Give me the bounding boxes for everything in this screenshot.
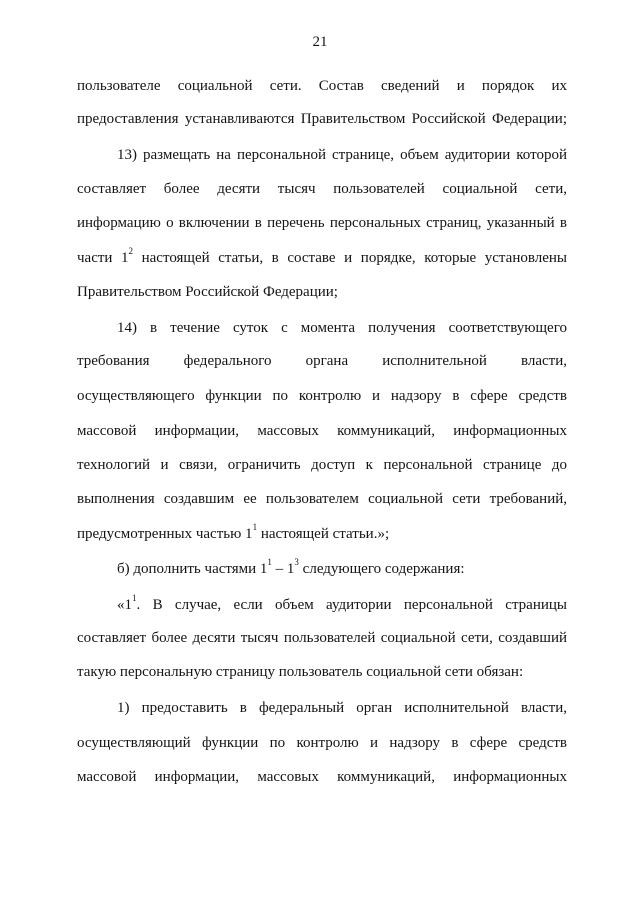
text-line: составляет более десяти тысяч пользователей социальной сети, — [77, 181, 567, 197]
text-run: . В случае, если объем аудитории персональной страницы — [136, 597, 567, 613]
text-run: настоящей статьи.»; — [257, 526, 390, 542]
superscript: 3 — [294, 557, 299, 567]
text-line: Правительством Российской Федерации; — [77, 284, 338, 300]
superscript: 1 — [132, 593, 137, 603]
superscript: 1 — [267, 557, 272, 567]
text-line: требования федерального органа исполнительной власти, — [77, 353, 567, 369]
text-run: следующего содержания: — [298, 561, 465, 577]
text-line: осуществляющего функции по контролю и надзору в сфере средств — [77, 388, 567, 404]
text-line: информацию о включении в перечень персональных страниц, указанный в — [77, 215, 567, 231]
text-line: составляет более десяти тысяч пользователей социальной сети, создавший — [77, 630, 567, 646]
text-line — [77, 248, 567, 268]
text-line: выполнения создавшим ее пользователем социальной сети требований, — [77, 491, 567, 507]
text-line: пользователе социальной сети. Состав сведений и порядок их — [77, 78, 567, 94]
text-line: предоставления устанавливаются Правительством Российской Федерации; — [77, 111, 567, 127]
text-line — [117, 595, 567, 615]
superscript: 1 — [252, 522, 258, 532]
page-number: 21 — [312, 34, 328, 50]
superscript: 2 — [128, 246, 134, 256]
text-line: 1) предоставить в федеральный орган исполнительной власти, — [117, 700, 567, 716]
text-run: – 1 — [271, 561, 295, 577]
text-line: такую персональную страницу пользователь социальной сети обязан: — [77, 664, 524, 680]
text-line: массовой информации, массовых коммуникаций, информационных — [77, 423, 567, 439]
text-line — [77, 524, 567, 544]
text-line: технологий и связи, ограничить доступ к персональной странице до — [77, 457, 567, 473]
text-run: б) дополнить частями 1 — [117, 561, 268, 577]
text-run: настоящей статьи, в составе и порядке, которые установлены — [133, 250, 567, 266]
text-run: «1 — [117, 597, 132, 613]
text-run: предусмотренных частью 1 — [77, 526, 253, 542]
text-line: 13) размещать на персональной странице, объем аудитории которой — [117, 147, 567, 163]
text-line: 14) в течение суток с момента получения соответствующего — [117, 320, 567, 336]
text-line: осуществляющий функции по контролю и надзору в сфере средств — [77, 735, 567, 751]
text-line: массовой информации, массовых коммуникаций, информационных — [77, 769, 567, 785]
text-run: части 1 — [77, 250, 129, 266]
text-line — [117, 559, 567, 579]
